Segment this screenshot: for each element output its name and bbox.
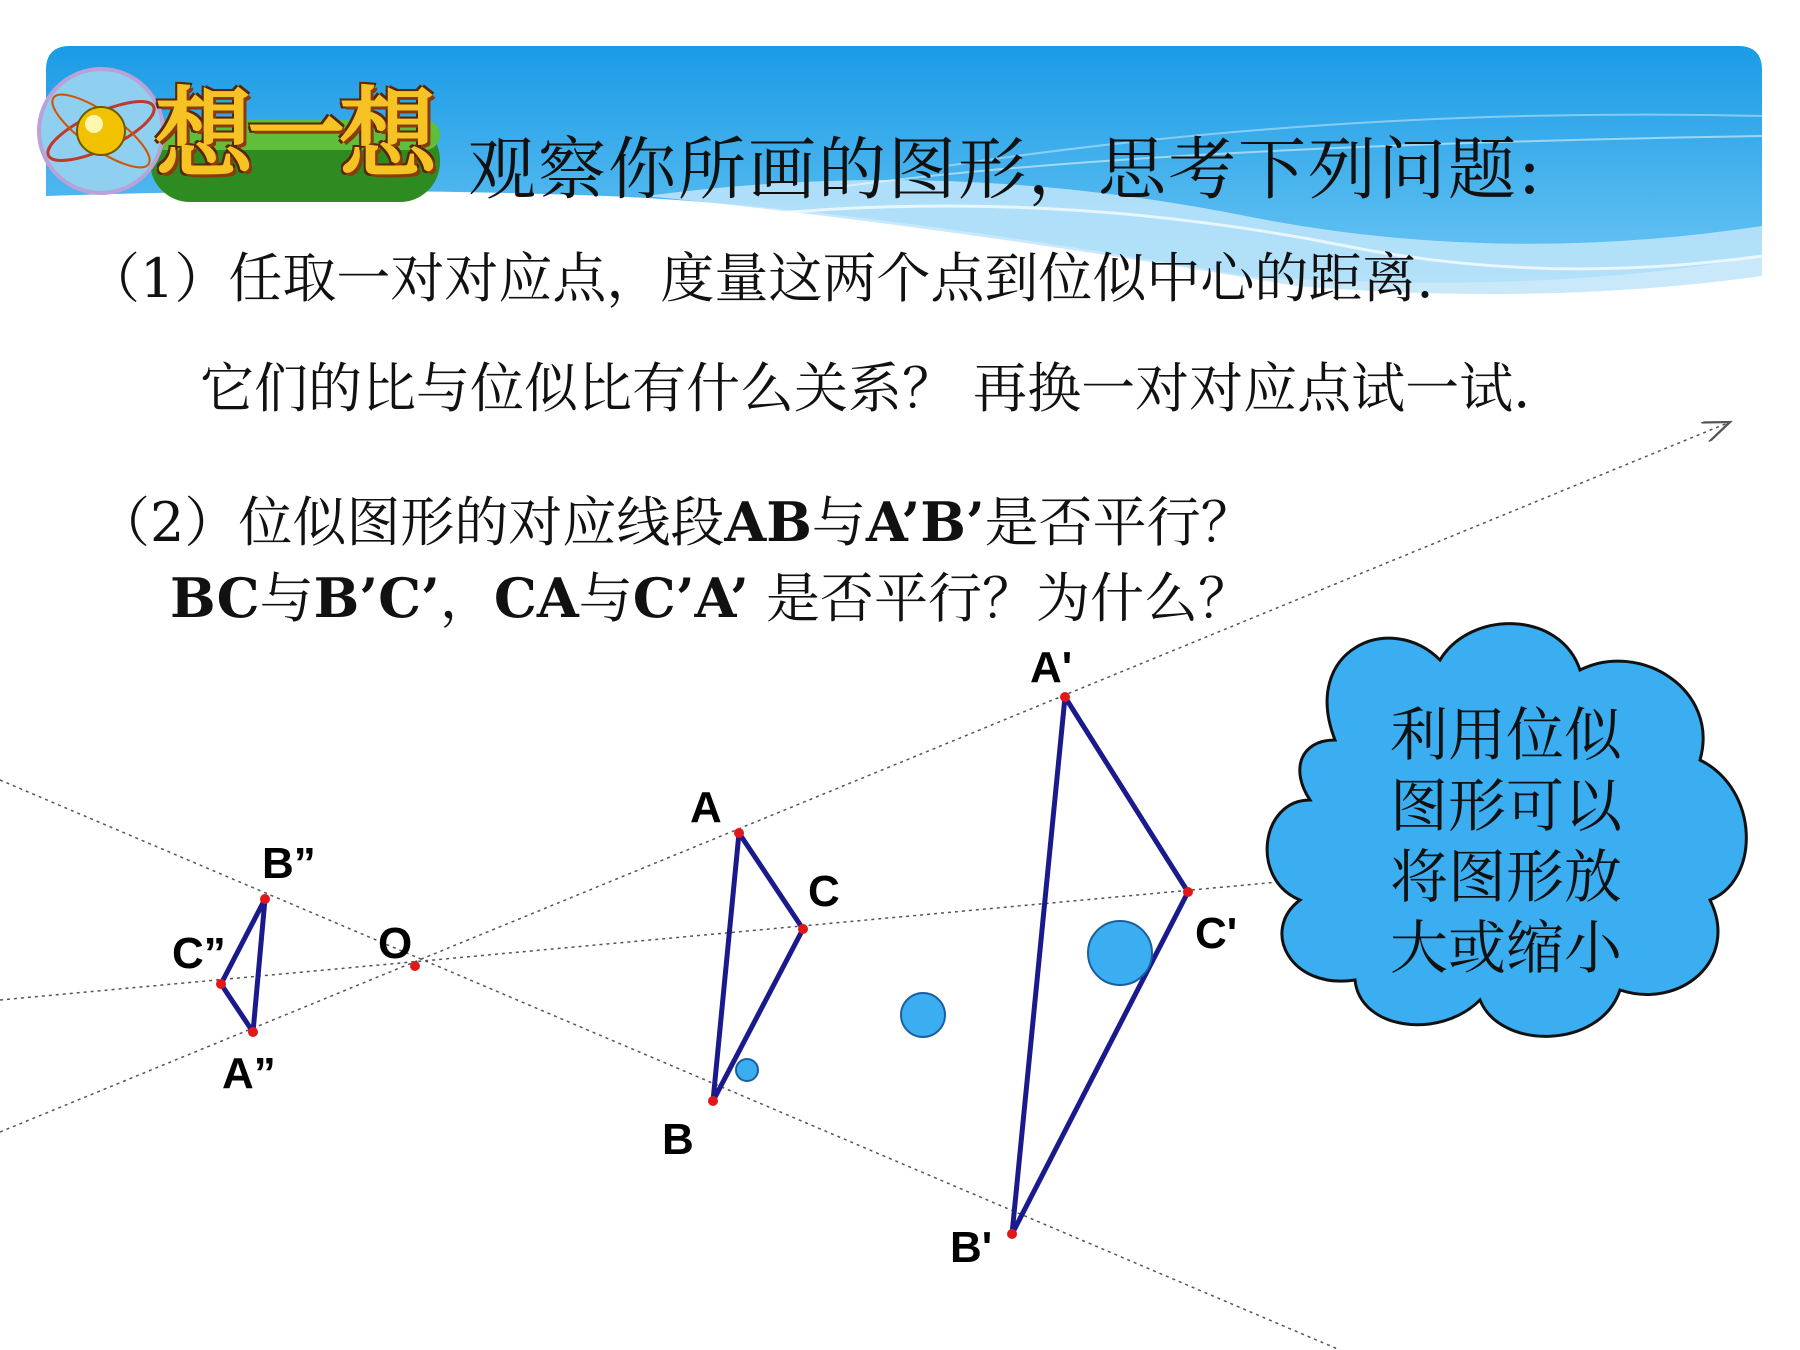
page-title: 观察你所画的图形，思考下列问题: xyxy=(468,131,1543,210)
point-c xyxy=(798,924,808,934)
q2b-suffix: 是否平行？为什么？ xyxy=(748,567,1252,630)
label-c2: C” xyxy=(172,929,226,978)
question-1-line-2: 它们的比与位似比有什么关系？ 再换一对对应点试一试. xyxy=(200,357,1531,420)
label-b1: B' xyxy=(950,1223,993,1272)
callout-line-1: 利用位似 xyxy=(1389,701,1622,769)
q2b-comma: ， xyxy=(439,567,494,630)
point-a2 xyxy=(248,1027,258,1037)
decor-dot-medium xyxy=(901,993,945,1037)
callout-line-4: 大或缩小 xyxy=(1389,914,1622,982)
label-a2: A” xyxy=(222,1049,276,1098)
callout-text xyxy=(1356,700,1656,984)
label-c: C xyxy=(808,867,840,916)
q2-suffix: 是否平行？ xyxy=(984,491,1255,554)
q2b-segment-ca: CA xyxy=(493,566,579,630)
label-b2: B” xyxy=(262,839,316,888)
q2b-segment-bc: BC xyxy=(170,566,260,630)
q2b-segment-c1a1: C’A’ xyxy=(632,566,749,630)
point-c1 xyxy=(1183,887,1193,897)
badge-title: 想一想 xyxy=(155,77,432,192)
point-b2 xyxy=(260,894,270,904)
point-a1 xyxy=(1060,692,1070,702)
triangle-a2b2c2 xyxy=(221,899,265,1032)
q2b-segment-b1c1: B’C’ xyxy=(313,566,440,630)
q2b-with-2: 与 xyxy=(578,567,633,630)
point-a xyxy=(734,828,744,838)
point-b1 xyxy=(1007,1229,1017,1239)
point-b xyxy=(708,1096,718,1106)
label-b: B xyxy=(662,1115,694,1164)
callout-line-2: 图形可以 xyxy=(1389,772,1622,840)
q2-with: 与 xyxy=(811,491,866,554)
q2-segment-a1b1: A’B’ xyxy=(865,490,985,554)
q2-segment-ab: AB xyxy=(724,490,812,554)
decor-dot-large xyxy=(1088,921,1152,985)
decor-dot-small xyxy=(736,1059,758,1081)
label-a1: A' xyxy=(1030,643,1073,692)
triangle-abc xyxy=(713,833,803,1101)
question-1-line-1: （1）任取一对对应点，度量这两个点到位似中心的距离. xyxy=(86,247,1434,310)
ray-through-b xyxy=(0,780,1340,1350)
label-c1: C' xyxy=(1195,909,1238,958)
point-c2 xyxy=(216,979,226,989)
q2b-with-1: 与 xyxy=(259,567,314,630)
label-o: O xyxy=(378,919,413,968)
q2-prefix: （2）位似图形的对应线段 xyxy=(96,491,725,554)
label-a: A xyxy=(690,783,722,832)
callout-line-3: 将图形放 xyxy=(1389,843,1622,911)
